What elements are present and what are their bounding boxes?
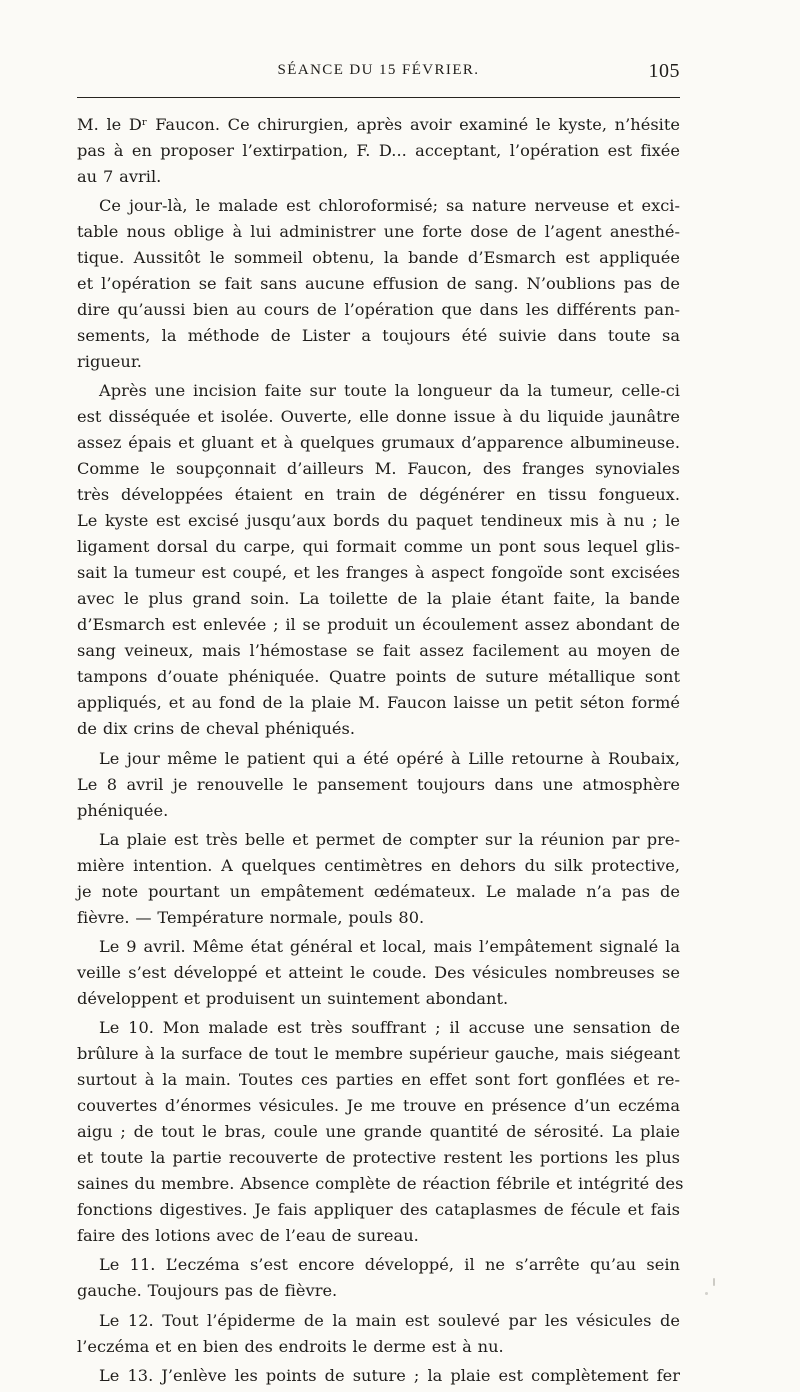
text-line: et l’opération se fait sans aucune effusion de sang. N’oublions pas de — [77, 274, 680, 294]
text-line: l’eczéma et en bien des endroits le derme est à nu. — [77, 1336, 504, 1356]
header-rule — [77, 97, 680, 98]
text-line: M. le Dʳ Faucon. Ce chirurgien, après avoir examiné le kyste, n’hésite — [77, 115, 680, 134]
text-line: La plaie est très belle et permet de compter sur la réunion par pre- — [99, 829, 680, 849]
text-line: table nous oblige à lui administrer une forte dose de l’agent anesthé- — [77, 222, 680, 242]
text-line: surtout à la main. Toutes ces parties en effet sont fort gonflées et re- — [77, 1070, 680, 1090]
text-line: d’Esmarch est enlevée ; il se produit un écoulement assez abondant de — [77, 615, 680, 635]
paragraph — [77, 1252, 680, 1304]
text-line: rigueur. — [77, 352, 142, 372]
text-line: Le 10. Mon malade est très souffrant ; il accuse une sensation de — [99, 1018, 680, 1038]
text-line: Le 11. L’eczéma s’est encore développé, il ne s’arrête qu’au sein — [99, 1255, 680, 1275]
text-line: très développées étaient en train de dégénérer en tissu fongueux. — [77, 485, 680, 505]
paragraph — [77, 1015, 684, 1249]
text-line: de dix crins de cheval phéniqués. — [77, 719, 355, 739]
text-line: veille s’est développé et atteint le coude. Des vésicules nombreuses se — [77, 962, 680, 982]
paragraph — [77, 934, 680, 1012]
text-line: brûlure à la surface de tout le membre supérieur gauche, mais siégeant — [77, 1044, 680, 1064]
text-line: Ce jour-là, le malade est chloroformisé; sa nature nerveuse et exci- — [99, 196, 680, 216]
text-line: dire qu’aussi bien au cours de l’opération que dans les différents pan- — [77, 300, 680, 320]
text-line: tampons d’ouate phéniquée. Quatre points de suture métallique sont — [77, 667, 680, 687]
text-line: fonctions digestives. Je fais appliquer des cataplasmes de fécule et fais — [77, 1200, 680, 1220]
text-line: gauche. Toujours pas de fièvre. — [77, 1281, 338, 1301]
text-line: saines du membre. Absence complète de réaction fébrile et intégrité des — [77, 1174, 684, 1194]
text-line: Comme le soupçonnait d’ailleurs M. Faucon, des franges synoviales — [77, 459, 680, 479]
text-line: au 7 avril. — [77, 167, 162, 186]
text-line: avec le plus grand soin. La toilette de la plaie étant faite, la bande — [77, 589, 680, 609]
text-line: Après une incision faite sur toute la longueur da la tumeur, celle-ci — [99, 381, 680, 401]
paragraph — [77, 746, 680, 824]
running-title: SÉANCE DU 15 FÉVRIER. — [277, 62, 480, 78]
page-number: 105 — [648, 60, 680, 82]
text-line: sang veineux, mais l’hémostase se fait assez facilement au moyen de — [77, 641, 680, 661]
text-line: sait la tumeur est coupé, et les franges à aspect fongoïde sont excisées — [77, 563, 680, 583]
paragraph — [77, 1363, 680, 1389]
text-line: appliqués, et au fond de la plaie M. Faucon laisse un petit séton formé — [77, 693, 680, 713]
text-line: Le 12. Tout l’épiderme de la main est soulevé par les vésicules de — [99, 1310, 680, 1330]
text-line: Le jour même le patient qui a été opéré à Lille retourne à Roubaix, — [99, 748, 680, 768]
text-line: développent et produisent un suintement abondant. — [77, 988, 509, 1008]
text-line: Le 9 avril. Même état général et local, mais l’empâtement signalé la — [99, 936, 680, 956]
text-line: sements, la méthode de Lister a toujours été suivie dans toute sa — [77, 326, 680, 346]
text-line: est disséquée et isolée. Ouverte, elle donne issue à du liquide jaunâtre — [77, 407, 680, 427]
paragraph — [77, 1308, 680, 1360]
text-line: couvertes d’énormes vésicules. Je me trouve en présence d’un eczéma — [77, 1096, 680, 1116]
paper-mark — [713, 1278, 715, 1286]
text-line: ligament dorsal du carpe, qui formait comme un pont sous lequel glis- — [77, 537, 680, 557]
paper-mark — [705, 1292, 708, 1295]
text-line: Le kyste est excisé jusqu’aux bords du paquet tendineux mis à nu ; le — [77, 511, 680, 531]
text-line: phéniquée. — [77, 800, 169, 820]
text-line: et toute la partie recouverte de protective restent les portions les plus — [77, 1148, 680, 1168]
text-line: Le 8 avril je renouvelle le pansement toujours dans une atmosphère — [77, 774, 680, 794]
text-line: pas à en proposer l’extirpation, F. D... acceptant, l’opération est fixée — [77, 141, 680, 160]
text-line: tique. Aussitôt le sommeil obtenu, la bande d’Esmarch est appliquée — [77, 248, 680, 268]
text-line: Le 13. J’enlève les points de suture ; la plaie est complètement fer — [99, 1365, 680, 1385]
text-line: mière intention. A quelques centimètres en dehors du silk protective, — [77, 855, 680, 875]
text-line: faire des lotions avec de l’eau de sureau. — [77, 1226, 419, 1246]
text-line: fièvre. — Température normale, pouls 80. — [77, 907, 425, 927]
paragraph — [77, 827, 680, 931]
paragraph — [77, 378, 680, 742]
paragraph — [77, 112, 680, 190]
body-text — [77, 112, 684, 1392]
text-line: assez épais et gluant et à quelques grumaux d’apparence albumineuse. — [77, 433, 680, 453]
text-line: aigu ; de tout le bras, coule une grande quantité de sérosité. La plaie — [77, 1122, 680, 1142]
text-line: je note pourtant un empâtement œdémateux. Le malade n’a pas de — [77, 881, 680, 901]
running-head — [77, 62, 680, 88]
paragraph — [77, 193, 680, 375]
